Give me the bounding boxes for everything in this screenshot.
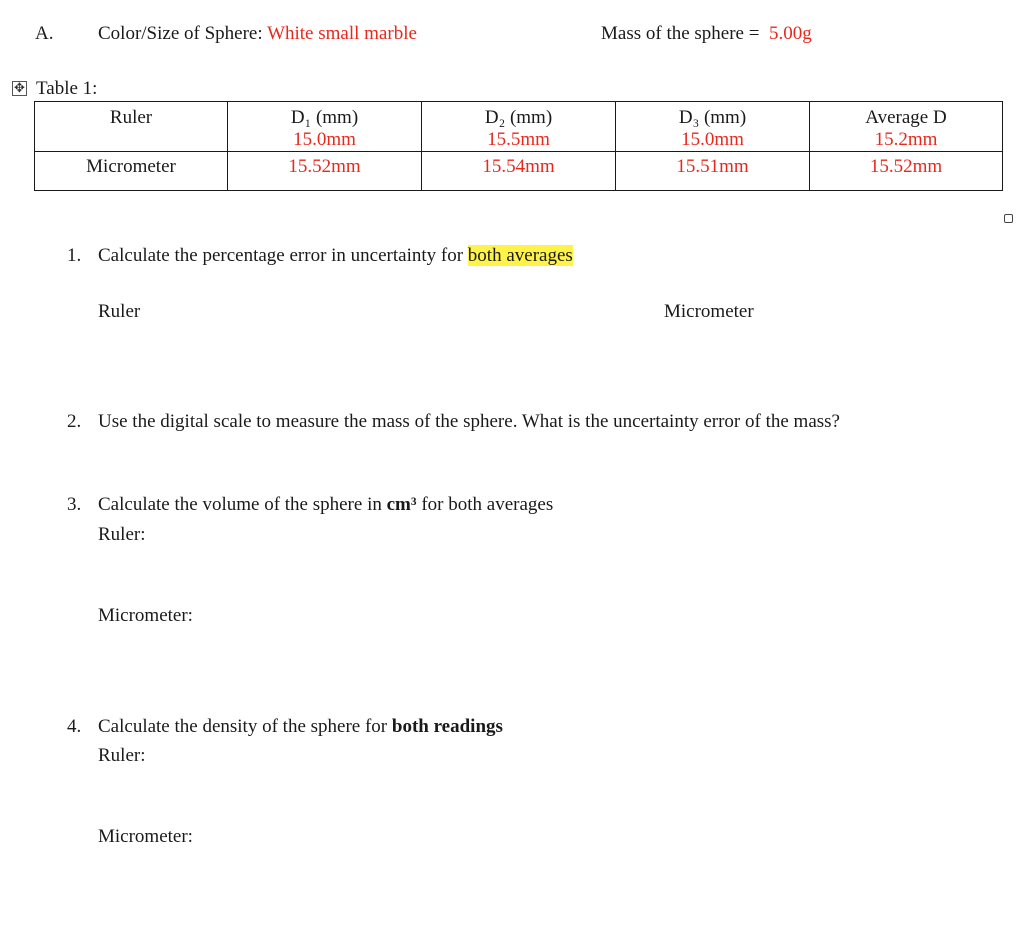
table-row <box>35 152 1003 191</box>
table-row <box>35 102 1003 152</box>
micrometer-average: 15.52mm <box>810 152 1003 191</box>
ruler-d3: 15.0mm <box>681 129 744 150</box>
ruler-d1: 15.0mm <box>293 129 356 150</box>
color-size-label: Color/Size of Sphere: <box>98 23 263 44</box>
q3-text: Calculate the volume of the sphere in cm³ for both averages <box>98 494 554 515</box>
table-cell <box>228 102 422 152</box>
micrometer-d3: 15.51mm <box>616 152 810 191</box>
q1-text: Calculate the percentage error in uncertainty for both averages <box>98 245 573 266</box>
header-average: Average D <box>865 107 947 128</box>
header-d3: D₃ (mm) <box>678 107 747 128</box>
q3-number: 3. <box>67 494 82 515</box>
table-cell <box>422 102 616 152</box>
table-move-handle-icon[interactable]: ✥ <box>12 81 27 96</box>
header-d2: D₂ (mm) <box>484 107 553 128</box>
table-cell <box>35 102 228 152</box>
q4-number: 4. <box>67 716 82 737</box>
section-letter: A. <box>35 23 54 44</box>
mass-line <box>601 23 812 45</box>
ruler-average: 15.2mm <box>874 129 938 150</box>
q4-micrometer-label: Micrometer: <box>98 826 193 847</box>
q2-number: 2. <box>67 411 82 432</box>
measurement-table <box>34 101 1003 191</box>
q3-ruler-label: Ruler: <box>98 524 146 545</box>
table-caption: Table 1: <box>36 78 98 99</box>
mass-label: Mass of the sphere = <box>601 23 760 44</box>
micrometer-d1: 15.52mm <box>228 152 422 191</box>
table-resize-handle-icon[interactable] <box>1004 214 1013 223</box>
row-label-micrometer: Micrometer <box>35 152 228 191</box>
q2-text: Use the digital scale to measure the mass of the sphere. What is the uncertainty error of the mass? <box>98 411 840 432</box>
table-cell <box>616 102 810 152</box>
mass-value: 5.00g <box>768 23 812 44</box>
q4-bold: both readings <box>391 716 503 737</box>
row-label-ruler: Ruler <box>109 107 153 128</box>
color-size-value: White small marble <box>267 23 417 44</box>
q4-text: Calculate the density of the sphere for both readings <box>98 716 503 737</box>
q3-unit: cm³ <box>386 494 417 515</box>
q1-micrometer-label: Micrometer <box>664 301 754 322</box>
header-d1: D₁ (mm) <box>290 107 359 128</box>
q3-micrometer-label: Micrometer: <box>98 605 193 626</box>
ruler-d2: 15.5mm <box>487 129 550 150</box>
q1-highlight: both averages <box>467 245 573 266</box>
q1-number: 1. <box>67 245 82 266</box>
micrometer-d2: 15.54mm <box>422 152 616 191</box>
q4-ruler-label: Ruler: <box>98 745 146 766</box>
q1-ruler-label: Ruler <box>98 301 141 322</box>
color-size-line <box>98 23 417 45</box>
table-cell <box>810 102 1003 152</box>
